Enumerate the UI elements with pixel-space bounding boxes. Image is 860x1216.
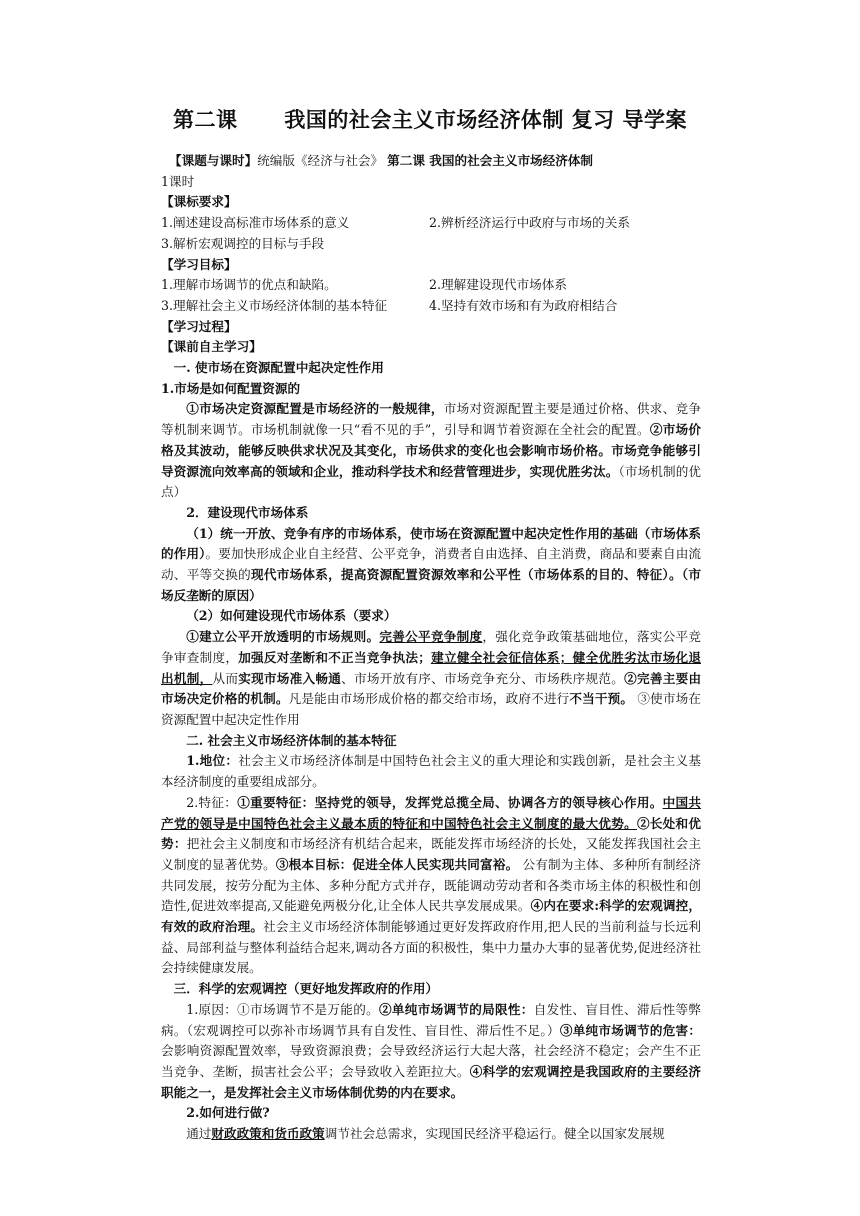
document-body: [161, 151, 701, 1145]
goals-item-1: 1.理解市场调节的优点和缺陷。: [161, 277, 337, 293]
s2-p2-under-1: 中国共产党的领导是中国特色社会主义最本质的特征和中国特色社会主义制度的最大优势。: [161, 794, 702, 831]
s1-p3-bold-2: 加强反对垄断和不正当竞争执法；: [238, 649, 431, 665]
process-heading: [161, 317, 701, 338]
section-3-para-2: [161, 1124, 701, 1145]
topic-hours: [161, 172, 701, 193]
goals-item-4: 4.坚持有效市场和有为政府相结合: [429, 297, 618, 313]
section-1-heading: 一. 使市场在资源配置中起决定性作用: [173, 360, 384, 376]
s3-p1-text-3: 会影响资源配置效率，导致资源浪费；会导致经济运行大起大落，社会经济不稳定；会产生不正当竞争、垄断，损害社会公平；会导致收入差距拉大。: [161, 1043, 701, 1079]
goals-heading-text: 【学习目标】: [161, 256, 237, 272]
s1-p1-text-1: 市场对资源配置主要是通过价格、供求、竞争等机制来调节。市场机制就像一只“看不见的手”，引导和调节着资源在全社会的配置。: [161, 401, 702, 438]
pre-study-heading: [161, 337, 701, 358]
pre-study-heading-text: 【课前自主学习】: [161, 339, 262, 355]
s1-p3-under-1: 完善公平竞争制度: [379, 629, 483, 645]
goals-row-1: [161, 275, 701, 296]
s3-p1-bold-3: ④科学的宏观调控是我国政府的主要经济职能之一，是发挥社会主义市场体制优势的内在要求。: [161, 1063, 702, 1100]
section-2-para-2: [161, 793, 701, 979]
s1-p3-under-2: 建立健全社会征信体系；: [430, 649, 573, 665]
goals-item-2: 2.理解建设现代市场体系: [429, 277, 567, 293]
s3-p2-text-1: 通过: [186, 1126, 212, 1142]
s1-p3-text-5: ③使市场在资源配置中起决定性作用: [161, 691, 702, 727]
section-1-sub-3: （2）如何建设现代市场体系（要求）: [186, 608, 397, 624]
s2-p2-bold-4: ④内在要求:科学的宏观调控，有效的政府治理。: [161, 898, 701, 935]
s2-p2-bold-1: ①重要特征：坚持党的领导，发挥党总揽全局、协调各方的领导核心作用。: [237, 794, 663, 810]
section-1-para-1: [161, 399, 701, 503]
standards-item-2: 2.辨析经济运行中政府与市场的关系: [429, 215, 630, 231]
standards-heading-text: 【课标要求】: [161, 194, 237, 210]
s2-p2-text-3: 公有制为主体、多种所有制经济共同发展，按劳分配为主体、多种分配方式并存，既能调动劳动者和各类市场主体的积极性和创造性,促进效率提高,又能避免两极分化,让全体人民共享发展成果。: [161, 856, 702, 914]
s3-p1-bold-1: ②单纯市场调节的局限性：: [379, 1001, 534, 1017]
s3-p1-text-1: 1.原因：①市场调节不是万能的。: [186, 1001, 379, 1017]
section-2-heading: 二. 社会主义市场经济体制的基本特征: [186, 732, 397, 748]
section-3-para-1: [161, 1000, 701, 1104]
page-title: 第二课 我国的社会主义市场经济体制 复习 导学案: [173, 108, 687, 132]
s3-p1-bold-2: ③单纯市场调节的危害：: [559, 1022, 702, 1038]
standards-row-1: [161, 213, 701, 234]
s1-p1-bold-2: ②市场价格及其波动，能够反映供求状况及其变化，市场供求的变化也会影响市场价格。市场竞争能够引导资源流向效率高的领域和企业，推动科学技术和经营管理进步，实现优胜劣汰。: [161, 422, 701, 479]
goals-heading: [161, 255, 701, 276]
process-heading-text: 【学习过程】: [161, 318, 237, 334]
s2-p2-text-2: 把社会主义制度和市场经济有机结合起来，既能发挥市场经济的长处，又能发挥我国社会主义制度的显著优势。: [161, 836, 702, 872]
section-1-sub-2: 2．建设现代市场体系: [186, 504, 309, 520]
s1-p1-text-2: （市场机制的优点）: [161, 463, 702, 500]
s1-p2-text-1: 。要加快形成企业自主经营、公平竞争，消费者自由选择、自主消费，商品和要素自由流动、平等交换的: [161, 546, 701, 583]
s1-p2-bold-1: （1）统一开放、竞争有序的市场体系，使市场在资源配置中起决定性作用的基础（市场体系的作用）: [161, 525, 701, 562]
s2-p2-bold-2: ②长处和优势：: [161, 815, 702, 852]
standards-row-2: [161, 234, 701, 255]
s3-p2-under-1: 财政政策和货币政策: [211, 1126, 325, 1142]
s1-p3-bold-4: ②完善主要由市场决定价格的机制。: [161, 670, 702, 707]
standards-item-3: 3.解析宏观调控的目标与手段: [161, 235, 325, 251]
s1-p3-bold-5: 不当干预。: [569, 691, 634, 707]
s1-p2-bold-2: 现代市场体系，提高资源配置资源效率和公平性（市场体系的目的、特征）。（市场反垄断的原因）: [161, 567, 701, 603]
standards-heading: [161, 192, 701, 213]
s2-p1-bold: 1.地位：: [186, 753, 239, 769]
s1-p3-text-3: 、市场开放有序、市场竞争充分、市场秩序规范。: [341, 670, 625, 686]
topic-label: 【课题与课时】: [169, 153, 258, 168]
s2-p1-text: 社会主义市场经济体制是中国特色社会主义的重大理论和实践创新，是社会主义基本经济制度的重要组成部分。: [161, 753, 702, 790]
s1-p3-text-4: 凡是能由市场形成价格的都交给市场，政府不进行: [288, 691, 570, 707]
section-1-sub-1: 1.市场是如何配置资源的: [161, 380, 301, 396]
goals-item-3: 3.理解社会主义市场经济体制的基本特征: [161, 297, 388, 313]
s3-p1-text-2: 自发性、盲目性、滞后性等弊病。（宏观调控可以弥补市场调节具有自发性、盲目性、滞后性不足。）: [161, 1001, 701, 1038]
s2-p2-text-4: 社会主义市场经济体制能够通过更好发挥政府作用,把人民的当前利益与长远利益、局部利益与整体利益结合起来,调动各方面的积极性，集中力量办大事的显著优势,促进经济社会持续健康发展。: [161, 919, 701, 976]
s1-p3-bold-3: 实现市场准入畅通: [238, 670, 342, 686]
section-1-para-3: [161, 627, 701, 731]
goals-row-2: [161, 296, 701, 317]
section-2-para-1: [161, 751, 701, 792]
topic-line: [161, 151, 701, 172]
section-1-para-2: [161, 524, 701, 607]
s1-p3-text-1: ，强化竞争政策基础地位，落实公平竞争审查制度，: [161, 629, 702, 665]
s1-p3-bold-1: ①建立公平开放透明的市场规则。: [186, 629, 380, 645]
s2-p2-bold-3: ③根本目标：促进全体人民实现共同富裕。: [275, 856, 519, 872]
s3-p2-text-2: 调节社会总需求，实现国民经济平稳运行。健全以国家发展规: [324, 1126, 665, 1142]
standards-item-1: 1.阐述建设高标准市场体系的意义: [161, 215, 350, 231]
s1-p3-under-3: 健全优胜劣汰市场化退出机制，: [161, 649, 702, 686]
topic-course: 第二课 我国的社会主义市场经济体制: [387, 153, 594, 168]
s1-p1-bold-1: ①市场决定资源配置是市场经济的一般规律，: [186, 401, 444, 417]
topic-hours-text: 1课时: [161, 173, 195, 189]
section-3-heading: 三．科学的宏观调控（更好地发挥政府的作用）: [173, 981, 439, 997]
s1-p3-text-2: 从而: [212, 670, 239, 686]
s2-p2-text-1: 2.特征：: [186, 794, 238, 810]
section-3-sub-2: 2.如何进行做?: [186, 1105, 270, 1121]
topic-text: 统编版《经济与社会》: [257, 153, 388, 168]
